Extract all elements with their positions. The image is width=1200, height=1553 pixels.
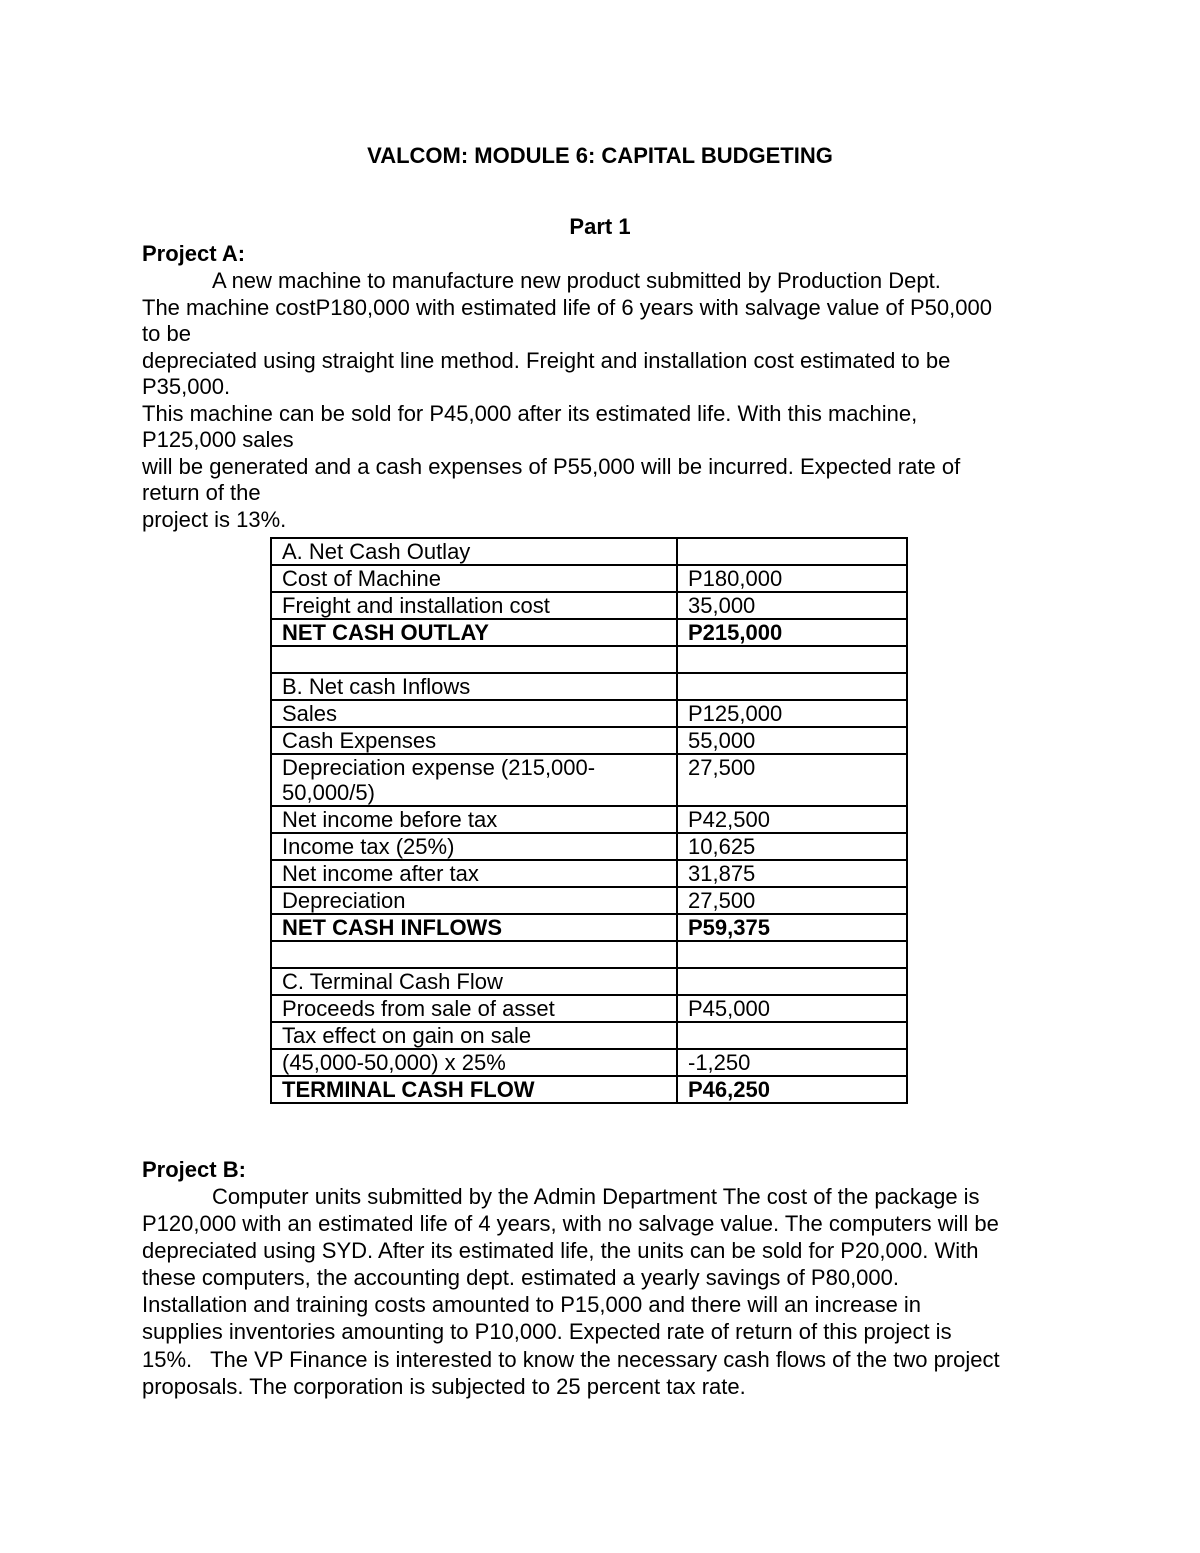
table-row — [271, 1022, 907, 1049]
row-label: (45,000-50,000) x 25% — [271, 1049, 677, 1076]
text-line: will be generated and a cash expenses of P55,000 will be incurred. Expected rate of — [142, 453, 961, 479]
row-label: Cash Expenses — [271, 727, 677, 754]
row-label: Depreciation — [271, 887, 677, 914]
cash-flow-table — [270, 537, 908, 1104]
table-row — [271, 1049, 907, 1076]
row-value: P59,375 — [677, 914, 907, 941]
project-a-heading: Project A: — [142, 241, 246, 266]
row-value: -1,250 — [677, 1049, 907, 1076]
row-value — [677, 968, 907, 995]
row-value: 55,000 — [677, 727, 907, 754]
text-line: P120,000 with an estimated life of 4 years, with no salvage value. The computers will be — [142, 1211, 999, 1237]
table-row — [271, 968, 907, 995]
row-value: P46,250 — [677, 1076, 907, 1103]
project-b-heading: Project B: — [142, 1157, 246, 1182]
table-row — [271, 806, 907, 833]
row-label — [271, 646, 677, 673]
row-value: P215,000 — [677, 619, 907, 646]
table-row — [271, 700, 907, 727]
document-title: VALCOM: MODULE 6: CAPITAL BUDGETING — [367, 143, 833, 168]
text-line: project is 13%. — [142, 506, 287, 532]
row-label: Depreciation expense (215,000- 50,000/5) — [271, 754, 677, 806]
row-value — [677, 1022, 907, 1049]
row-label: Sales — [271, 700, 677, 727]
row-value — [677, 673, 907, 700]
table-row — [271, 565, 907, 592]
row-label: Income tax (25%) — [271, 833, 677, 860]
row-label: TERMINAL CASH FLOW — [271, 1076, 677, 1103]
row-label: A. Net Cash Outlay — [271, 538, 677, 565]
part-heading: Part 1 — [569, 214, 631, 239]
text-line: P35,000. — [142, 374, 231, 399]
row-label: Tax effect on gain on sale — [271, 1022, 677, 1049]
text-line: Computer units submitted by the Admin Department The cost of the package is — [212, 1184, 980, 1209]
row-label: NET CASH OUTLAY — [271, 619, 677, 646]
text-line: depreciated using SYD. After its estimated life, the units can be sold for P20,000. With — [142, 1238, 979, 1264]
table-row-total — [271, 619, 907, 646]
table-row — [271, 673, 907, 700]
text-line: A new machine to manufacture new product submitted by Production Dept. — [212, 268, 941, 293]
row-value: P45,000 — [677, 995, 907, 1022]
table-row — [271, 887, 907, 914]
text-line: P125,000 sales — [142, 427, 294, 452]
row-value: 35,000 — [677, 592, 907, 619]
text-line: Installation and training costs amounted to P15,000 and there will an increase in — [142, 1292, 922, 1318]
text-line: The machine costP180,000 with estimated life of 6 years with salvage value of P50,000 — [142, 294, 992, 320]
row-label: Freight and installation cost — [271, 592, 677, 619]
table-row-total — [271, 1076, 907, 1103]
project-b-description — [142, 1183, 1000, 1400]
row-label: C. Terminal Cash Flow — [271, 968, 677, 995]
table-row — [271, 833, 907, 860]
project-a-description — [142, 268, 992, 533]
text-line: to be — [142, 321, 191, 346]
row-value — [677, 941, 907, 968]
row-value: 10,625 — [677, 833, 907, 860]
text-line: depreciated using straight line method. Freight and installation cost estimated to be — [142, 347, 951, 373]
row-value — [677, 538, 907, 565]
table-row — [271, 995, 907, 1022]
table-row-total — [271, 914, 907, 941]
table-row — [271, 592, 907, 619]
row-label: Net income after tax — [271, 860, 677, 887]
row-label: Proceeds from sale of asset — [271, 995, 677, 1022]
text-line: supplies inventories amounting to P10,000. Expected rate of return of this project is — [142, 1319, 952, 1345]
table-row-blank — [271, 941, 907, 968]
row-value: P125,000 — [677, 700, 907, 727]
table-row — [271, 754, 907, 806]
row-value: 27,500 — [677, 887, 907, 914]
text-line: proposals. The corporation is subjected to 25 percent tax rate. — [142, 1373, 746, 1399]
row-value: P180,000 — [677, 565, 907, 592]
row-label: Net income before tax — [271, 806, 677, 833]
row-value: 27,500 — [677, 754, 907, 806]
table-row — [271, 860, 907, 887]
table-row — [271, 727, 907, 754]
table-row — [271, 538, 907, 565]
text-line: This machine can be sold for P45,000 after its estimated life. With this machine, — [142, 400, 918, 426]
row-label — [271, 941, 677, 968]
row-value: P42,500 — [677, 806, 907, 833]
text-line: return of the — [142, 480, 261, 505]
row-label: Cost of Machine — [271, 565, 677, 592]
row-value: 31,875 — [677, 860, 907, 887]
text-line: these computers, the accounting dept. estimated a yearly savings of P80,000. — [142, 1265, 900, 1291]
row-label: B. Net cash Inflows — [271, 673, 677, 700]
table-row-blank — [271, 646, 907, 673]
row-label: NET CASH INFLOWS — [271, 914, 677, 941]
text-line: 15%. The VP Finance is interested to know the necessary cash flows of the two project — [142, 1346, 1000, 1372]
row-value — [677, 646, 907, 673]
